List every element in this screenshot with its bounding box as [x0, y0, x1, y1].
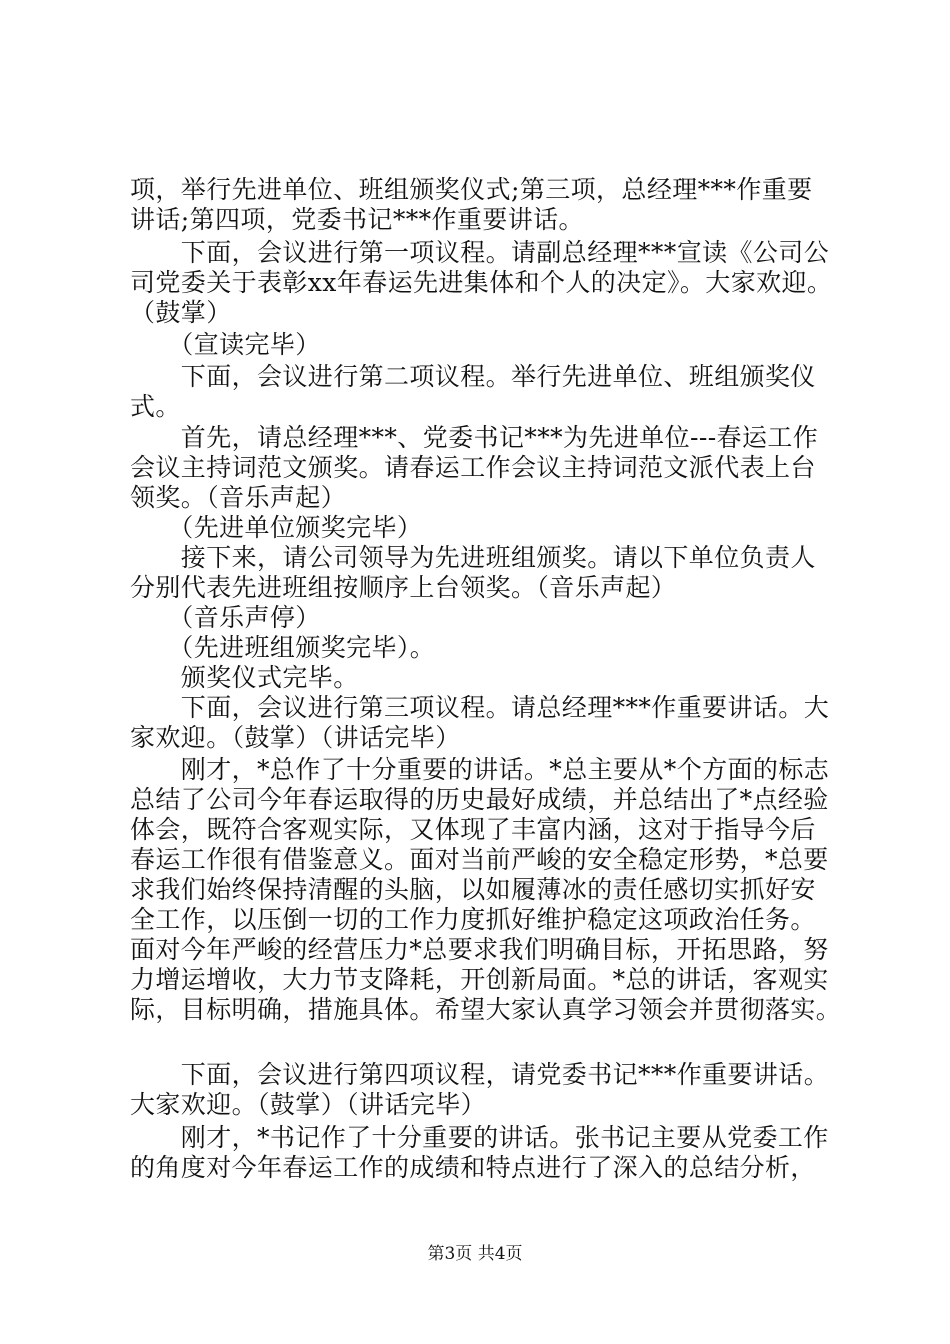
text-line: 求我们始终保持清醒的头脑，以如履薄冰的责任感切实抓好安	[130, 875, 816, 904]
text-line: 下面，会议进行第一项议程。请副总经理***宣读《公司公	[130, 238, 830, 267]
text-line: 家欢迎。（鼓掌）（讲话完毕）	[130, 723, 461, 752]
text-line: 大家欢迎。（鼓掌）（讲话完毕）	[130, 1090, 487, 1119]
text-line: 际，目标明确，措施具体。希望大家认真学习领会并贯彻落实。	[130, 995, 842, 1024]
text-line: 总结了公司今年春运取得的历史最好成绩，并总结出了*点经验	[130, 785, 829, 814]
text-line: 的角度对今年春运工作的成绩和特点进行了深入的总结分析，	[130, 1153, 816, 1182]
text-line: （先进单位颁奖完毕）	[130, 513, 423, 542]
text-line: 领奖。（音乐声起）	[130, 483, 347, 512]
text-line: 全工作，以压倒一切的工作力度抓好维护稳定这项政治任务。	[130, 905, 816, 934]
text-line: 接下来，请公司领导为先进班组颁奖。请以下单位负责人	[130, 543, 816, 572]
text-line: 首先，请总经理***、党委书记***为先进单位---春运工作	[130, 423, 819, 452]
text-line: 讲话;第四项，党委书记***作重要讲话。	[130, 205, 584, 234]
text-line: 刚才，*书记作了十分重要的讲话。张书记主要从党委工作	[130, 1123, 829, 1152]
text-line: 下面，会议进行第二项议程。举行先进单位、班组颁奖仪	[130, 362, 816, 391]
text-line: 春运工作很有借鉴意义。面对当前严峻的安全稳定形势，*总要	[130, 845, 829, 874]
text-line: （音乐声停）	[130, 603, 321, 632]
text-line: （先进班组颁奖完毕）。	[130, 633, 436, 662]
text-line: 面对今年严峻的经营压力*总要求我们明确目标，开拓思路，努	[130, 935, 829, 964]
text-line: 刚才，*总作了十分重要的讲话。*总主要从*个方面的标志	[130, 755, 830, 784]
text-line: 体会，既符合客观实际，又体现了丰富内涵，这对于指导今后	[130, 815, 816, 844]
text-line: （宣读完毕）	[130, 330, 321, 359]
text-line: 力增运增收，大力节支降耗，开创新局面。*总的讲话，客观实	[130, 965, 829, 994]
page-number: 第3页 共4页	[427, 1244, 523, 1264]
text-line: 下面，会议进行第三项议程。请总经理***作重要讲话。大	[130, 693, 830, 722]
text-line: 分别代表先进班组按顺序上台领奖。（音乐声起）	[130, 573, 677, 602]
text-line: 颁奖仪式完毕。	[130, 663, 359, 692]
text-line: 式。	[130, 392, 181, 421]
text-line: （鼓掌）	[130, 298, 232, 327]
text-line: 下面，会议进行第四项议程，请党委书记***作重要讲话。	[130, 1060, 830, 1089]
text-line: 项，举行先进单位、班组颁奖仪式;第三项，总经理***作重要	[130, 175, 813, 204]
text-line: 会议主持词范文颁奖。请春运工作会议主持词范文派代表上台	[130, 453, 816, 482]
text-line: 司党委关于表彰xx年春运先进集体和个人的决定》。大家欢迎。	[130, 268, 833, 297]
